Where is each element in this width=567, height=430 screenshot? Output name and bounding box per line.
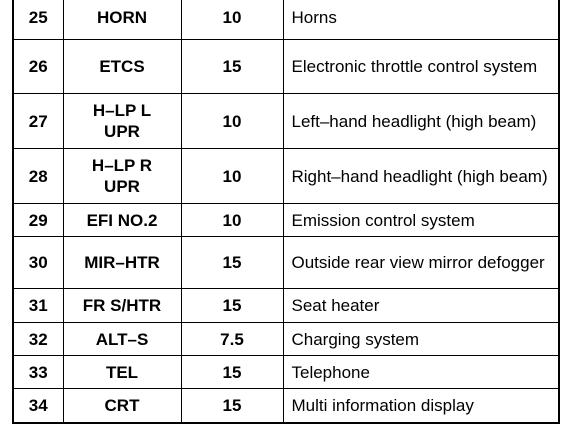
- fuse-number: 29: [13, 204, 63, 237]
- fuse-amperage: 15: [181, 237, 283, 289]
- table-row: [13, 40, 559, 94]
- fuse-number: 31: [13, 289, 63, 323]
- fuse-circuit: Electronic throttle control system: [283, 40, 559, 94]
- fuse-number: 33: [13, 356, 63, 389]
- fuse-circuit: Emission control system: [283, 204, 559, 237]
- fuse-table: [12, 0, 560, 424]
- fuse-name: [63, 149, 181, 204]
- fuse-number: 26: [13, 40, 63, 94]
- table-row: [13, 149, 559, 204]
- table-row: [13, 356, 559, 389]
- table-row: [13, 94, 559, 149]
- table-row: [13, 0, 559, 40]
- fuse-name: ALT–S: [63, 323, 181, 356]
- fuse-name: [63, 94, 181, 149]
- fuse-circuit: Horns: [283, 0, 559, 40]
- fuse-circuit: Right–hand headlight (high beam): [283, 149, 559, 204]
- table-row: [13, 323, 559, 356]
- fuse-amperage: 15: [181, 40, 283, 94]
- fuse-number: 32: [13, 323, 63, 356]
- fuse-amperage: 10: [181, 0, 283, 40]
- fuse-amperage: 10: [181, 204, 283, 237]
- table-row: [13, 237, 559, 289]
- fuse-name: EFI NO.2: [63, 204, 181, 237]
- fuse-name: MIR–HTR: [63, 237, 181, 289]
- fuse-circuit: Telephone: [283, 356, 559, 389]
- fuse-amperage: 7.5: [181, 323, 283, 356]
- fuse-name-text: H–LP R UPR: [91, 156, 153, 196]
- table-row: [13, 204, 559, 237]
- fuse-amperage: 10: [181, 149, 283, 204]
- fuse-amperage: 10: [181, 94, 283, 149]
- fuse-number: 34: [13, 389, 63, 423]
- table-row: [13, 289, 559, 323]
- fuse-number: 28: [13, 149, 63, 204]
- fuse-name-text: H–LP L UPR: [92, 101, 152, 141]
- fuse-number: 25: [13, 0, 63, 40]
- fuse-amperage: 15: [181, 389, 283, 423]
- table-row: [13, 389, 559, 423]
- fuse-amperage: 15: [181, 289, 283, 323]
- fuse-name: ETCS: [63, 40, 181, 94]
- fuse-circuit: Outside rear view mirror defogger: [283, 237, 559, 289]
- fuse-name: CRT: [63, 389, 181, 423]
- fuse-name: TEL: [63, 356, 181, 389]
- fuse-circuit: Left–hand headlight (high beam): [283, 94, 559, 149]
- fuse-circuit: Seat heater: [283, 289, 559, 323]
- fuse-amperage: 15: [181, 356, 283, 389]
- fuse-name: HORN: [63, 0, 181, 40]
- fuse-circuit: Multi information display: [283, 389, 559, 423]
- fuse-name: FR S/HTR: [63, 289, 181, 323]
- fuse-circuit: Charging system: [283, 323, 559, 356]
- fuse-number: 27: [13, 94, 63, 149]
- fuse-number: 30: [13, 237, 63, 289]
